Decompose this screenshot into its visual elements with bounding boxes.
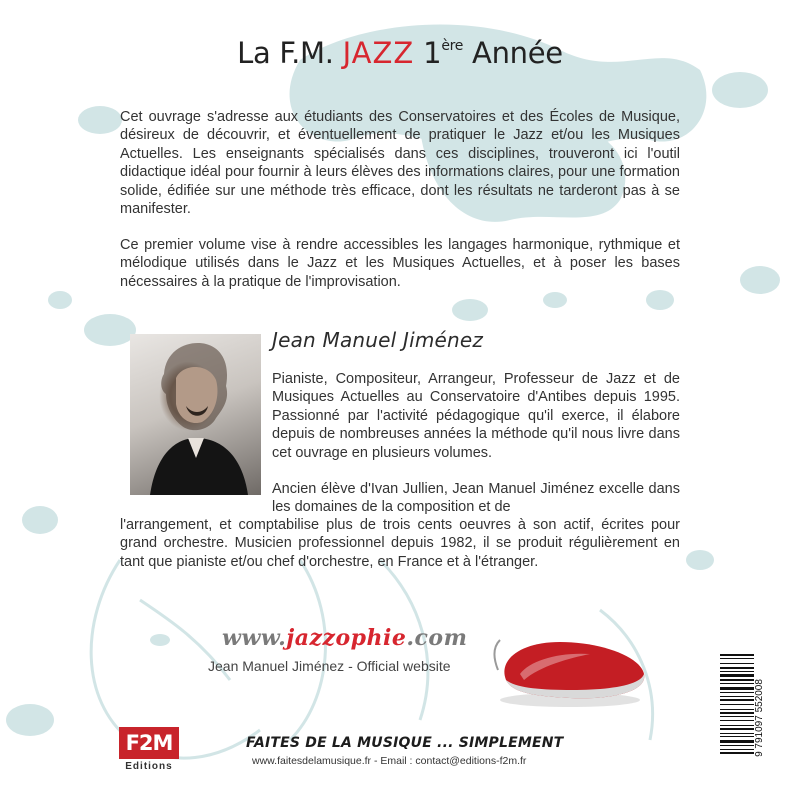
barcode-bar: [720, 663, 754, 664]
barcode-bar: [720, 692, 754, 693]
author-photo: [130, 334, 261, 495]
page-title: [0, 36, 800, 70]
barcode-bar: [720, 679, 754, 681]
title-superscript: ère: [441, 38, 464, 54]
isbn-barcode: [716, 650, 768, 786]
barcode-bar: [720, 752, 754, 754]
publisher-logo-mark: F2M: [119, 727, 179, 759]
barcode-bar: [720, 671, 754, 672]
barcode-bar: [720, 667, 754, 669]
author-bio-2: Ancien élève d'Ivan Jullien, Jean Manuel Jiménez excelle dans les domaines de la composition et de: [272, 481, 680, 516]
author-bio-3: l'arrangement, et comptabilise plus de trois cents oeuvres à son actif, écrites pour grand orchestre. Musicien professionnel depuis 1982, il se produit régulièrement en tant que pianiste et/ou chef d'orchestre, en France et à l'étranger.: [120, 517, 680, 570]
barcode-bar: [720, 733, 754, 734]
publisher-contact: www.faitesdelamusique.fr - Email : contact@editions-f2m.fr: [252, 755, 527, 767]
barcode-bar: [720, 704, 754, 705]
publisher-slogan: FAITES DE LA MUSIQUE ... SIMPLEMENT: [246, 735, 564, 751]
title-prefix: La F.M.: [237, 36, 334, 70]
barcode-bar: [720, 716, 754, 717]
title-suffix: Année: [472, 36, 563, 70]
title-accent: JAZZ: [342, 36, 415, 70]
intro-paragraph-2: Ce premier volume vise à rendre accessibles les langages harmonique, rythmique et mélodique utilisés dans le Jazz et les Musiques Actuelles, et à poser les bases nécessaires à la pratique de l'improvisation.: [120, 237, 680, 290]
barcode-bar: [720, 736, 754, 737]
barcode-bar: [720, 696, 754, 697]
website-caption: Jean Manuel Jiménez - Official website: [208, 658, 451, 674]
publisher-logo-subtitle: Editions: [125, 761, 173, 772]
barcode-number: 9 791097 552008: [754, 679, 765, 757]
publisher-logo: [119, 727, 179, 773]
barcode-bar: [720, 712, 754, 714]
barcode-bar: [720, 674, 754, 677]
intro-paragraph-1: Cet ouvrage s'adresse aux étudiants des Conservatoires et des Écoles de Musique, désireux de découvrir, et éventuellement de pratiquer le Jazz et/ou les Musiques Actuelles. Les enseignants spécialisés dans ces disciplines, trouveront ici l'outil didactique idéal pour fournir à leurs élèves des informations claires, pour une formation solide, édifiée sur une méthode très efficace, dont les résultats ne tarderont pas à se manifester.: [120, 109, 680, 218]
barcode-bar: [720, 683, 754, 684]
website-name: jazzophie: [286, 625, 407, 651]
barcode-bar: [720, 728, 754, 730]
website-prefix: www.: [222, 625, 287, 651]
barcode-bar: [720, 654, 754, 656]
title-number: 1: [423, 36, 442, 70]
barcode-bar: [720, 749, 754, 750]
computer-mouse-icon: [490, 630, 660, 710]
website-suffix: .com: [406, 625, 468, 651]
barcode-bar: [720, 740, 754, 743]
barcode-bar: [720, 699, 754, 701]
website-link[interactable]: [222, 625, 467, 651]
barcode-bar: [720, 658, 754, 659]
barcode-bar: [720, 725, 754, 726]
barcode-bar: [720, 745, 754, 746]
author-name: Jean Manuel Jiménez: [272, 328, 484, 352]
barcode-bar: [720, 687, 754, 690]
barcode-bar: [720, 709, 754, 710]
barcode-bar: [720, 720, 754, 721]
author-bio-1: Pianiste, Compositeur, Arrangeur, Professeur de Jazz et de Musiques Actuelles au Conservatoire d'Antibes depuis 1995. Passionné par l'activité pédagogique qu'il exerce, il élabore depuis de nombreuses années la méthode qu'il nous livre dans cet ouvrage en plusieurs volumes.: [272, 371, 680, 461]
